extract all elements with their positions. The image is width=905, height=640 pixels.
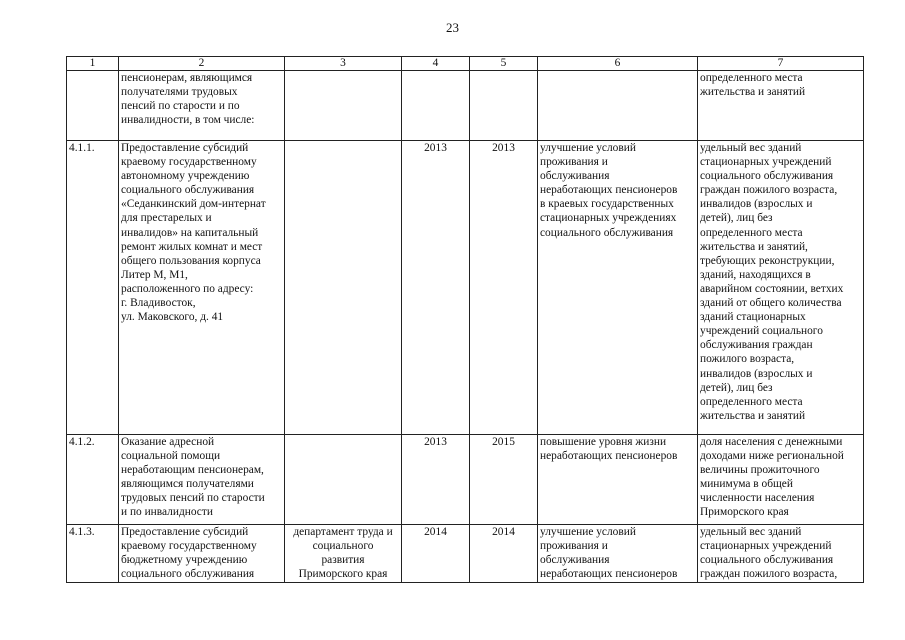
expected-result: улучшение условий проживания и обслуживания неработающих пенсионеров в краевых государственных стационарных учреждениях социального обслуживания — [538, 141, 698, 435]
header-col-1: 1 — [67, 57, 119, 71]
start-year: 2013 — [402, 435, 470, 525]
row-number: 4.1.1. — [67, 141, 119, 435]
table-row — [67, 141, 864, 435]
start-year: 2013 — [402, 141, 470, 435]
end-year: 2014 — [470, 525, 538, 583]
executor: департамент труда и социального развития Приморского края — [285, 525, 402, 583]
header-col-4: 4 — [402, 57, 470, 71]
program-measures-table — [66, 56, 864, 583]
header-col-3: 3 — [285, 57, 402, 71]
end-year: 2015 — [470, 435, 538, 525]
end-year: 2013 — [470, 141, 538, 435]
table-row — [67, 435, 864, 525]
table-row — [67, 525, 864, 583]
target-indicator: доля населения с денежными доходами ниже региональной величины прожиточного минимума в общей численности населения Приморского края — [698, 435, 864, 525]
expected-result — [538, 71, 698, 141]
executor — [285, 71, 402, 141]
measure-name: Оказание адресной социальной помощи неработающим пенсионерам, являющимся получателями трудовых пенсий по старости и по инвалидности — [119, 435, 285, 525]
target-indicator: удельный вес зданий стационарных учреждений социального обслуживания граждан пожилого возраста, — [698, 525, 864, 583]
expected-result: улучшение условий проживания и обслуживания неработающих пенсионеров — [538, 525, 698, 583]
header-col-6: 6 — [538, 57, 698, 71]
row-number: 4.1.2. — [67, 435, 119, 525]
target-indicator: удельный вес зданий стационарных учреждений социального обслуживания граждан пожилого возраста, инвалидов (взрослых и детей), лиц без определенного места жительства и занятий, требующих реконструкции, зданий, находящихся в аварийном состоянии, ветхих зданий от общего количества зданий стационарных учреждений социального обслуживания граждан пожилого возраста, инвалидов (взрослых и детей), лиц без определенного места жительства и занятий — [698, 141, 864, 435]
measure-name: Предоставление субсидий краевому государственному автономному учреждению социального обслуживания «Седанкинский дом-интернат для престарелых и инвалидов» на капитальный ремонт жилых комнат и мест общего пользования корпуса Литер М, М1, расположенного по адресу: г. Владивосток, ул. Маковского, д. 41 — [119, 141, 285, 435]
header-row — [67, 57, 864, 71]
row-number: 4.1.3. — [67, 525, 119, 583]
target-indicator: определенного места жительства и занятий — [698, 71, 864, 141]
measure-name: пенсионерам, являющимся получателями трудовых пенсий по старости и по инвалидности, в том числе: — [119, 71, 285, 141]
start-year — [402, 71, 470, 141]
header-col-7: 7 — [698, 57, 864, 71]
executor — [285, 141, 402, 435]
executor — [285, 435, 402, 525]
table-row — [67, 71, 864, 141]
expected-result: повышение уровня жизни неработающих пенсионеров — [538, 435, 698, 525]
end-year — [470, 71, 538, 141]
header-col-2: 2 — [119, 57, 285, 71]
row-number — [67, 71, 119, 141]
start-year: 2014 — [402, 525, 470, 583]
header-col-5: 5 — [470, 57, 538, 71]
page-number: 23 — [446, 20, 459, 35]
measure-name: Предоставление субсидий краевому государственному бюджетному учреждению социального обслуживания — [119, 525, 285, 583]
